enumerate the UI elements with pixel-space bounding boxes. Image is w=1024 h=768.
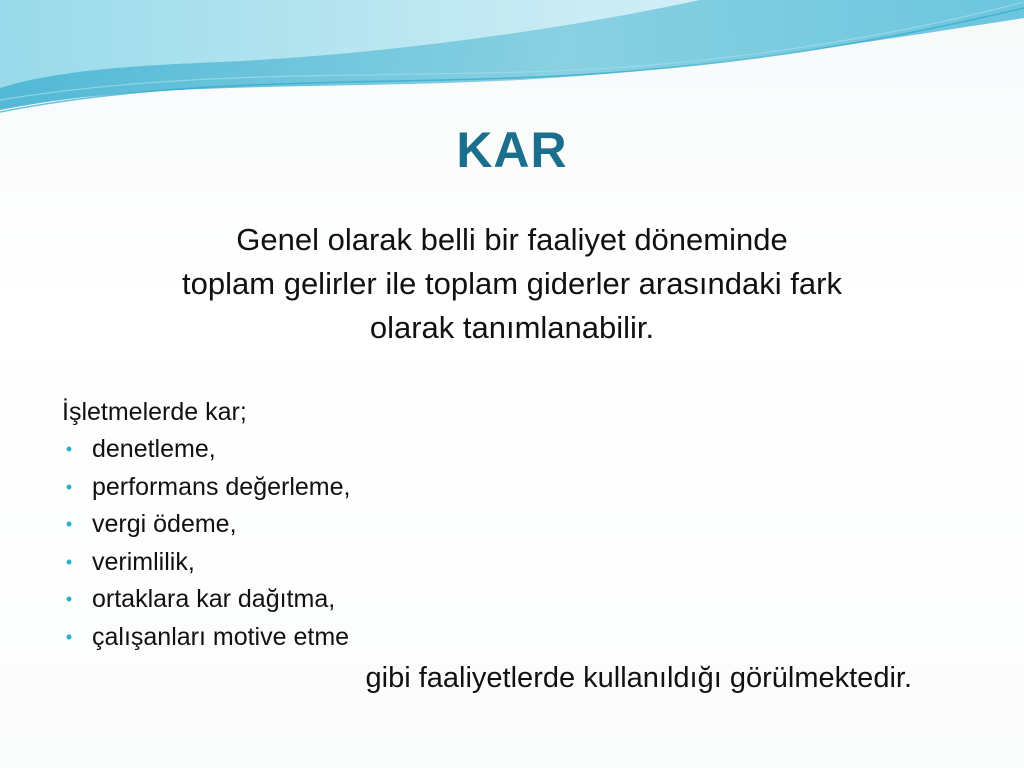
list-item-text: çalışanları motive etme xyxy=(92,622,350,651)
intro-line: toplam gelirler ile toplam giderler arasındaki fark xyxy=(182,266,842,301)
list-lead-text: İşletmelerde kar; xyxy=(62,398,247,426)
list-item xyxy=(62,431,350,469)
bullet-dot-icon: • xyxy=(65,514,73,534)
list-item xyxy=(62,581,350,619)
closing-text: gibi faaliyetlerde kullanıldığı görülmektedir. xyxy=(365,662,912,694)
intro-line: olarak tanımlanabilir. xyxy=(369,310,655,345)
bullet-dot-icon: • xyxy=(65,626,73,647)
list-item-text: verimlilik, xyxy=(92,547,195,576)
list-item xyxy=(62,469,350,507)
bullet-dot-icon: • xyxy=(65,476,73,497)
intro-paragraph xyxy=(100,218,924,350)
bullet-dot-icon: • xyxy=(65,589,73,609)
intro-line: Genel olarak belli bir faaliyet döneminde xyxy=(236,222,788,257)
list-item-text: ortaklara kar dağıtma, xyxy=(92,585,336,613)
list-item xyxy=(62,619,350,657)
list-item xyxy=(62,506,350,544)
slide-title: KAR xyxy=(456,122,568,178)
list-item-text: vergi ödeme, xyxy=(92,510,237,538)
bullet-dot-icon: • xyxy=(65,439,73,459)
header-wave-decoration xyxy=(0,0,1024,130)
bullet-list xyxy=(62,431,350,656)
list-item-text: performans değerleme, xyxy=(92,472,351,501)
list-item-text: denetleme, xyxy=(92,435,216,463)
list-item xyxy=(62,544,350,582)
bullet-dot-icon: • xyxy=(65,551,73,572)
